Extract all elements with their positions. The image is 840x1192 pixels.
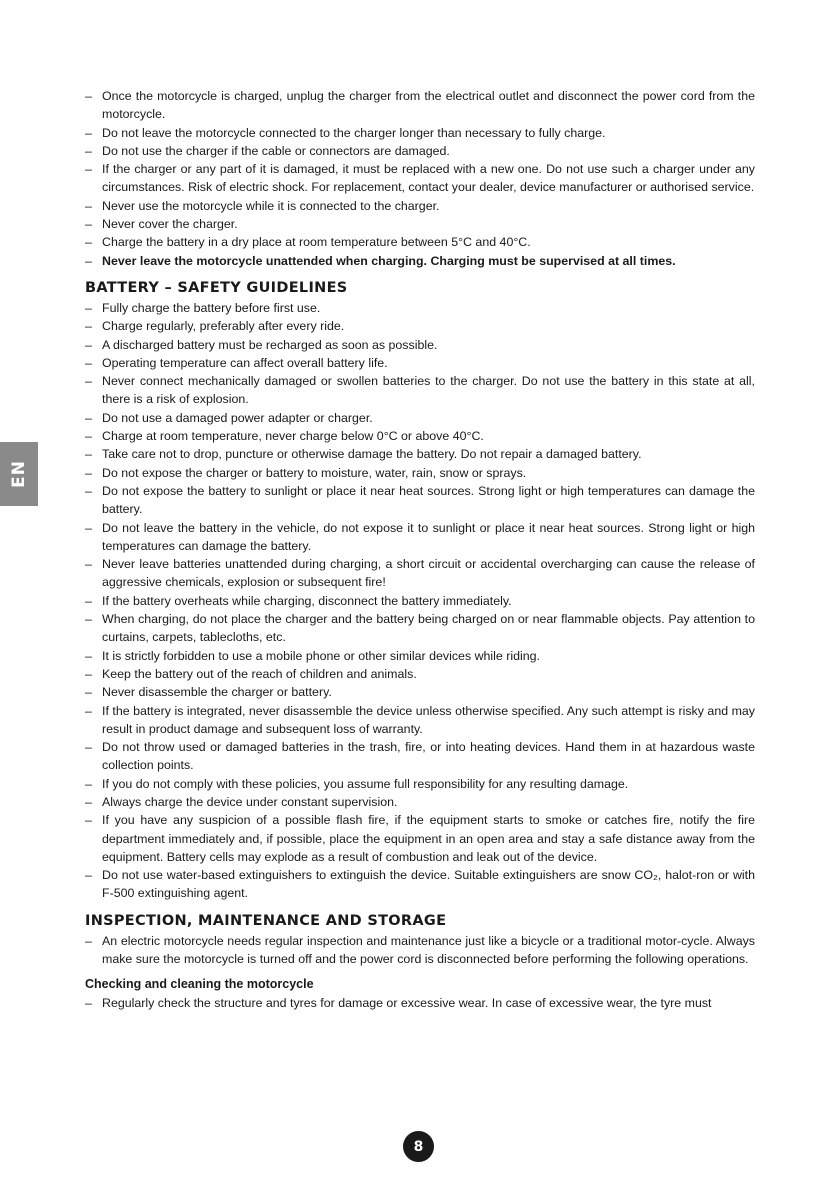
list-item: – Do not use water-based extinguishers to extinguish the device. Suitable extinguishers are snow CO₂, halot-ron or with F-500 extinguishing agent. xyxy=(85,866,755,903)
intro-list xyxy=(85,87,755,270)
list-item: – Always charge the device under constant supervision. xyxy=(85,793,755,811)
list-item: – Never disassemble the charger or battery. xyxy=(85,683,755,701)
page-number: 8 xyxy=(413,1138,424,1155)
list-item: – An electric motorcycle needs regular inspection and maintenance just like a bicycle or a traditional motor-cycle. Always make sure the motorcycle is turned off and the power cord is disconnected before performing the following operations. xyxy=(85,932,755,969)
list-item: – Never connect mechanically damaged or swollen batteries to the charger. Do not use the battery in this state at all, there is a risk of explosion. xyxy=(85,372,755,409)
list-item: – If you have any suspicion of a possible flash fire, if the equipment starts to smoke or catches fire, notify the fire department immediately and, if possible, place the equipment in an open area and stay a safe distance away from the equipment. Battery cells may explode as a result of combustion and leak out of the device. xyxy=(85,811,755,866)
list-item: – Do not expose the battery to sunlight or place it near heat sources. Strong light or high temperatures can damage the battery. xyxy=(85,482,755,519)
list-item: – Never cover the charger. xyxy=(85,215,755,233)
list-item: – A discharged battery must be recharged as soon as possible. xyxy=(85,336,755,354)
checking-subheading: Checking and cleaning the motorcycle xyxy=(85,977,314,992)
list-item: – Charge the battery in a dry place at room temperature between 5°C and 40°C. xyxy=(85,233,755,251)
list-item: – Fully charge the battery before first use. xyxy=(85,299,755,317)
battery-section-heading: BATTERY – SAFETY GUIDELINES xyxy=(85,279,348,296)
list-item: – Once the motorcycle is charged, unplug the charger from the electrical outlet and disconnect the power cord from the motorcycle. xyxy=(85,87,755,124)
language-tab-label: EN xyxy=(9,460,29,488)
list-item: – If the battery is integrated, never disassemble the device unless otherwise specified. Any such attempt is risky and may result in product damage and subsequent loss of warranty. xyxy=(85,702,755,739)
list-item: – If the charger or any part of it is damaged, it must be replaced with a new one. Do not use such a charger under any circumstances. Risk of electric shock. For replacement, contact your dealer, device manufacturer or authorised service. xyxy=(85,160,755,197)
list-item: – Charge regularly, preferably after every ride. xyxy=(85,317,755,335)
language-tab xyxy=(0,442,38,506)
list-item: – If the battery overheats while charging, disconnect the battery immediately. xyxy=(85,592,755,610)
list-item: – Do not leave the battery in the vehicle, do not expose it to sunlight or place it near heat sources. Strong light or high temperatures can damage the battery. xyxy=(85,519,755,556)
list-item: – Do not use a damaged power adapter or charger. xyxy=(85,409,755,427)
list-item: – Keep the battery out of the reach of children and animals. xyxy=(85,665,755,683)
list-item: – When charging, do not place the charger and the battery being charged on or near flammable objects. Pay attention to curtains, carpets, tablecloths, etc. xyxy=(85,610,755,647)
list-item: – Take care not to drop, puncture or otherwise damage the battery. Do not repair a damaged battery. xyxy=(85,445,755,463)
list-item: – Regularly check the structure and tyres for damage or excessive wear. In case of excessive wear, the tyre must xyxy=(85,994,755,1012)
list-item: – Do not expose the charger or battery to moisture, water, rain, snow or sprays. xyxy=(85,464,755,482)
list-item: – If you do not comply with these policies, you assume full responsibility for any resulting damage. xyxy=(85,775,755,793)
list-item: – Charge at room temperature, never charge below 0°C or above 40°C. xyxy=(85,427,755,445)
list-item: – Never use the motorcycle while it is connected to the charger. xyxy=(85,197,755,215)
list-item: – Do not use the charger if the cable or connectors are damaged. xyxy=(85,142,755,160)
list-item: – It is strictly forbidden to use a mobile phone or other similar devices while riding. xyxy=(85,647,755,665)
checking-list xyxy=(85,994,755,1012)
list-item: – Never leave batteries unattended during charging, a short circuit or accidental overcharging can cause the release of aggressive chemicals, explosion or subsequent fire! xyxy=(85,555,755,592)
battery-list xyxy=(85,299,755,903)
list-item: – Do not leave the motorcycle connected to the charger longer than necessary to fully charge. xyxy=(85,124,755,142)
inspection-list xyxy=(85,932,755,969)
page-number-badge xyxy=(403,1131,434,1162)
inspection-section-heading: INSPECTION, MAINTENANCE AND STORAGE xyxy=(85,912,447,929)
list-item-warning: – Never leave the motorcycle unattended when charging. Charging must be supervised at all times. xyxy=(85,252,755,270)
list-item: – Do not throw used or damaged batteries in the trash, fire, or into heating devices. Hand them in at hazardous waste collection points. xyxy=(85,738,755,775)
list-item: – Operating temperature can affect overall battery life. xyxy=(85,354,755,372)
page-content xyxy=(85,87,755,1013)
